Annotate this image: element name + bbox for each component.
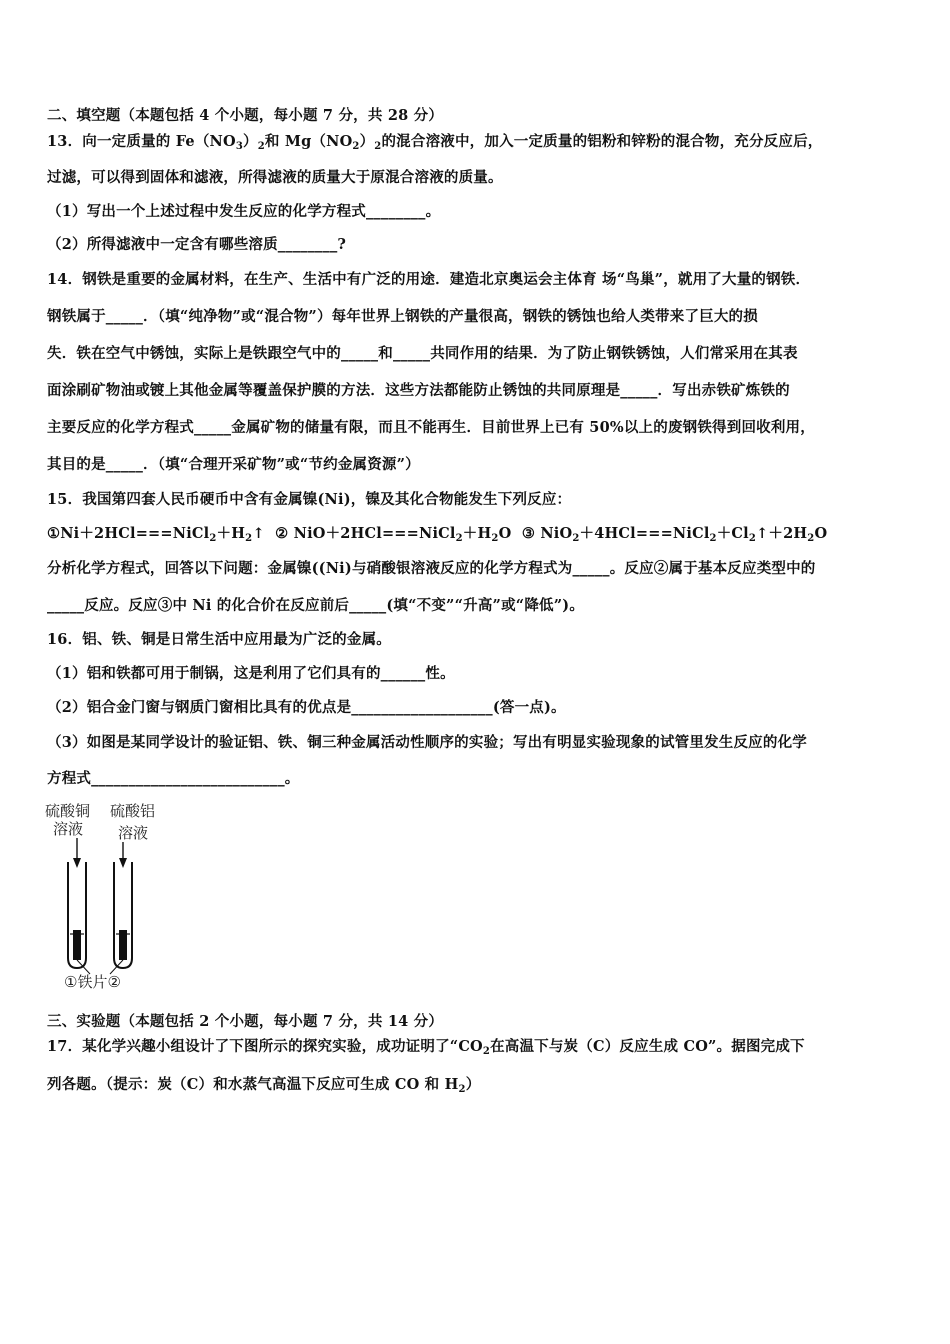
q17-line-1: 17．某化学兴趣小组设计了下图所示的探究实验，成功证明了“$CO_2$在高温下与炭（C）反应生成 CO”。据图完成下 xyxy=(47,1038,805,1057)
q17-line-2: 列各题。（提示：炭（C）和水蒸气高温下反应可生成 CO 和 $H_2$） xyxy=(47,1076,481,1095)
q16-line-5: 方程式__________________________。 xyxy=(47,770,300,787)
q13-line-1: 13．向一定质量的 $Fe(NO_3)_2$和 $Mg(NO_2)_2$的混合溶液中，加入一定质量的铝粉和锌粉的混合物，充分反应后， xyxy=(47,133,823,152)
q15-equations: $①Ni+2HCl===NiCl_2+H_2↑$ ② $NiO+2HCl===NiCl_2+H_2O$ ③ $NiO_2+4HCl===NiCl_2+Cl_2↑+2H_2O$ xyxy=(47,525,828,544)
section-2-header: 二、填空题（本题包括 4 个小题，每小题 7 分，共 28 分） xyxy=(47,107,444,124)
q16-line-2: （1）铝和铁都可用于制锅，这是利用了它们具有的______性。 xyxy=(47,665,455,682)
figure-bottom-label: ①铁片② xyxy=(64,973,121,991)
q14-line-5: 主要反应的化学方程式_____金属矿物的储量有限，而且不能再生．目前世界上已有 50%以上的废钢铁得到回收利用， xyxy=(47,419,815,436)
iron-strip-2 xyxy=(119,930,127,960)
arrow-head-1 xyxy=(73,858,81,868)
q14-line-2: 钢铁属于_____．（填“纯净物”或“混合物”）每年世界上钢铁的产量很高，钢铁的锈蚀也给人类带来了巨大的损 xyxy=(47,308,758,325)
q15-line-4: _____反应。反应③中 Ni 的化合价在反应前后_____(填“不变”“升高”或“降低”)。 xyxy=(47,597,585,614)
q15-line-1: 15．我国第四套人民币硬币中含有金属镍(Ni)，镍及其化合物能发生下列反应： xyxy=(47,491,572,508)
q13-line-2: 过滤，可以得到固体和滤液，所得滤液的质量大于原混合溶液的质量。 xyxy=(47,169,503,186)
q13-line-4: （2）所得滤液中一定含有哪些溶质________? xyxy=(47,236,347,253)
q14-line-6: 其目的是_____．（填“合理开采矿物”或“节约金属资源”） xyxy=(47,456,420,473)
section-3-header: 三、实验题（本题包括 2 个小题，每小题 7 分，共 14 分） xyxy=(47,1013,444,1030)
q14-line-1: 14．钢铁是重要的金属材料，在生产、生活中有广泛的用途．建造北京奥运会主体育 场“鸟巢”，就用了大量的钢铁． xyxy=(47,271,811,288)
figure-label-copper-sulfate-1: 硫酸铜 xyxy=(45,802,91,820)
q14-line-4: 面涂刷矿物油或镀上其他金属等覆盖保护膜的方法．这些方法都能防止锈蚀的共同原理是_____．写出赤铁矿炼铁的 xyxy=(47,382,790,399)
figure-label-aluminum-sulfate-2: 溶液 xyxy=(118,824,149,842)
figure-label-aluminum-sulfate-1: 硫酸铝 xyxy=(110,802,156,820)
q15-line-3: 分析化学方程式，回答以下问题：金属镍((Ni)与硝酸银溶液反应的化学方程式为_____。反应②属于基本反应类型中的 xyxy=(47,560,816,577)
arrow-head-2 xyxy=(119,858,127,868)
q14-line-3: 失．铁在空气中锈蚀，实际上是铁跟空气中的_____和_____共同作用的结果．为了防止钢铁锈蚀，人们常采用在其表 xyxy=(47,345,798,362)
test-tube-figure xyxy=(40,798,180,993)
iron-strip-1 xyxy=(73,930,81,960)
q16-line-4: （3）如图是某同学设计的验证铝、铁、铜三种金属活动性顺序的实验；写出有明显实验现象的试管里发生反应的化学 xyxy=(47,734,807,751)
q16-line-1: 16．铝、铁、铜是日常生活中应用最为广泛的金属。 xyxy=(47,631,391,648)
q13-line-3: （1）写出一个上述过程中发生反应的化学方程式________。 xyxy=(47,203,441,220)
figure-label-copper-sulfate-2: 溶液 xyxy=(53,820,84,838)
q16-line-3: （2）铝合金门窗与钢质门窗相比具有的优点是___________________(答一点)。 xyxy=(47,699,566,716)
